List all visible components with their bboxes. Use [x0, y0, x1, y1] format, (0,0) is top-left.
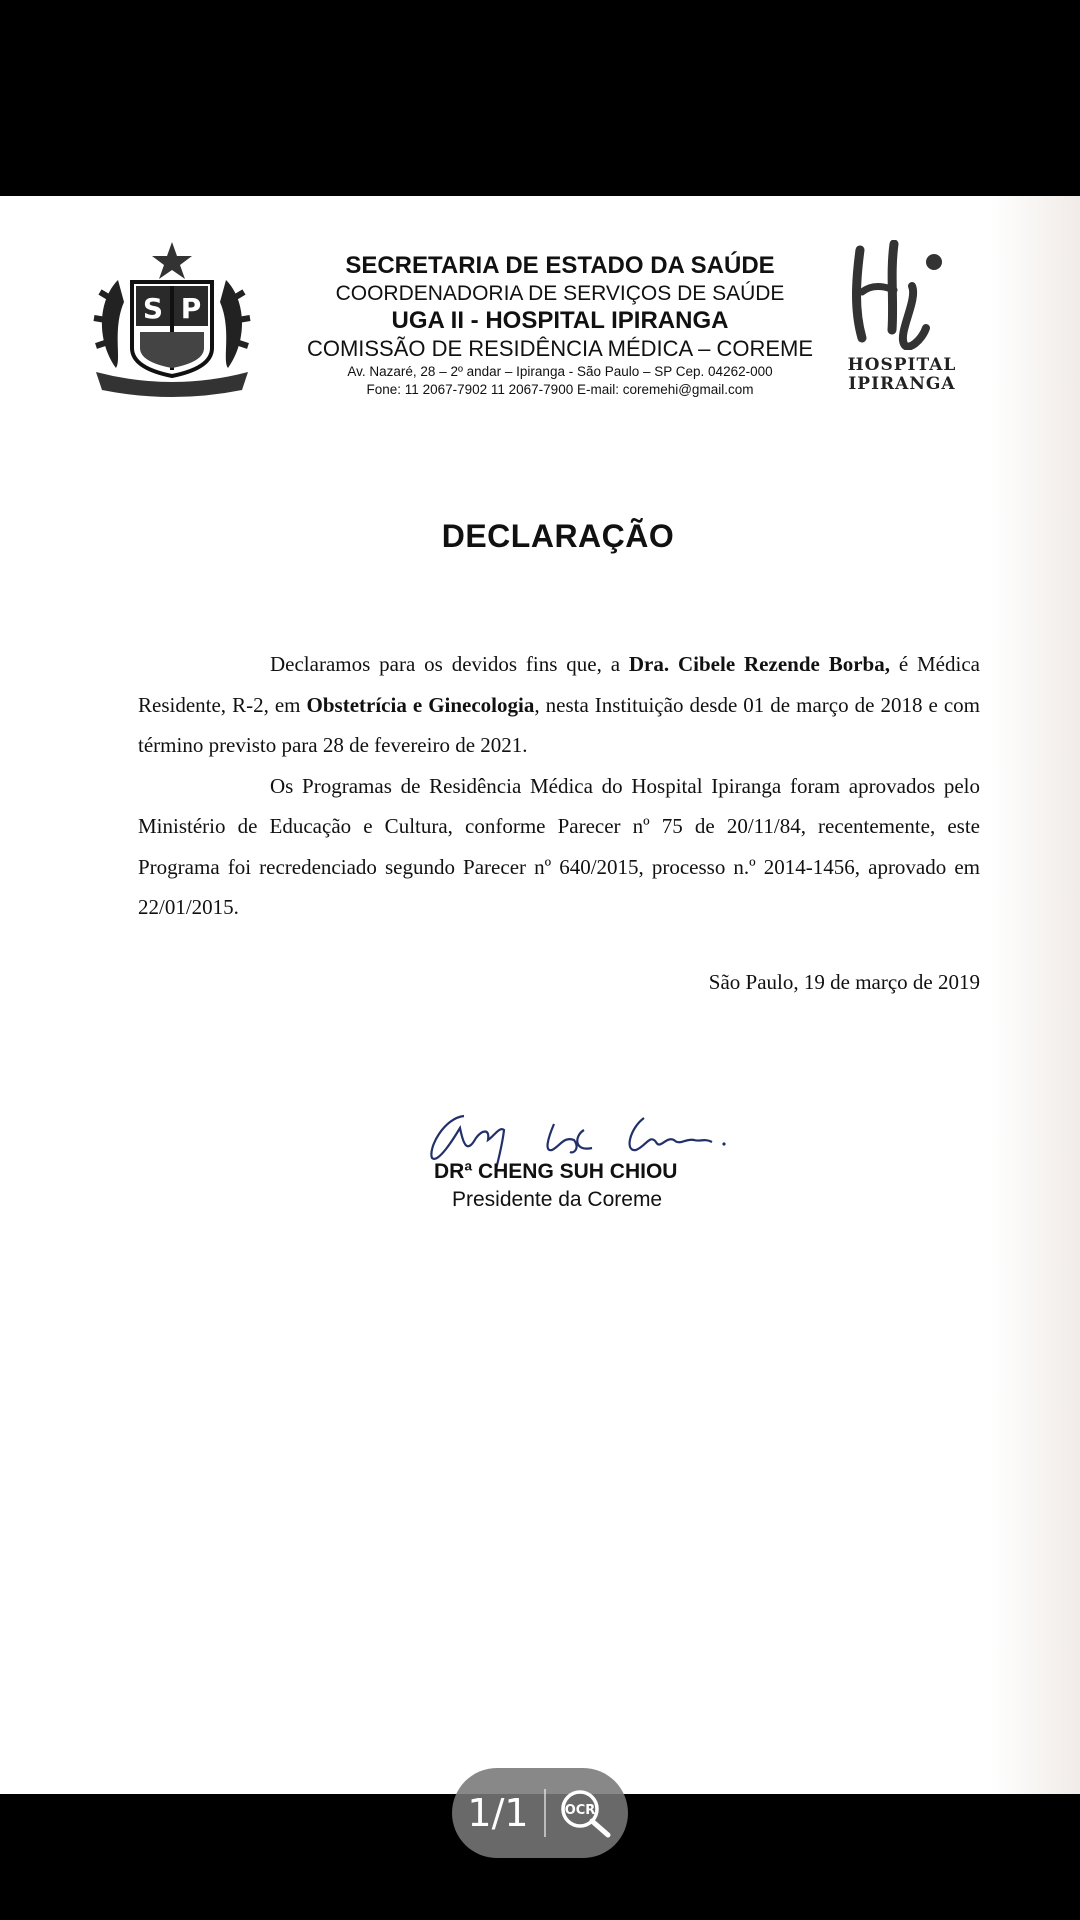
- letterhead-coordenadoria: COORDENADORIA DE SERVIÇOS DE SAÚDE: [335, 282, 785, 305]
- handwritten-signature: [424, 1108, 734, 1168]
- ocr-label: OCR: [564, 1803, 596, 1818]
- letterhead-address: Av. Nazaré, 28 – 2º andar – Ipiranga - São Paulo – SP Cep. 04262-000: [347, 364, 773, 379]
- declaration-paragraph-1: Declaramos para os devidos fins que, a Dra. Cibele Rezende Borba, é Médica Residente, R-2, em Obstetrícia e Ginecologia, nesta Instituição desde 01 de março de 2018 e com término previsto para 28 de fevereiro de 2021.: [138, 652, 980, 757]
- hospital-ipiranga-logo: [818, 240, 986, 410]
- letterhead-comissao: COMISSÃO DE RESIDÊNCIA MÉDICA – COREME: [306, 336, 814, 361]
- page-indicator-pill: [452, 1768, 628, 1858]
- hospital-logo-line1: HOSPITAL: [847, 355, 957, 375]
- hospital-hi-mark-icon: [838, 240, 958, 350]
- specialty: Obstetrícia e Ginecologia: [306, 692, 535, 717]
- letterhead-secretaria: SECRETARIA DE ESTADO DA SAÚDE: [345, 252, 775, 279]
- letterhead: [290, 252, 830, 399]
- ocr-button[interactable]: [546, 1768, 626, 1858]
- letterhead-hospital: UGA II - HOSPITAL IPIRANGA: [391, 307, 729, 334]
- declaration-paragraph-2: Os Programas de Residência Médica do Hospital Ipiranga foram aprovados pelo Ministério de Educação e Cultura, conforme Parecer nº 75 de 20/11/84, recentemente, este Programa foi recredenciado segundo Parecer nº 640/2015, processo n.º 2014-1456, aprovado em 22/01/2015.: [138, 773, 980, 919]
- resident-name: Dra. Cibele Rezende Borba,: [628, 652, 890, 676]
- sp-state-crest-logo: [88, 240, 256, 400]
- document-page: [0, 196, 1080, 1794]
- hospital-logo-line2: IPIRANGA: [848, 374, 956, 394]
- ocr-magnifier-icon: [556, 1787, 616, 1839]
- crest-letters: S: [142, 292, 164, 325]
- date-line: São Paulo, 19 de março de 2019: [708, 970, 980, 994]
- page-counter: 1/1: [467, 1791, 529, 1835]
- svg-text:P: P: [180, 292, 202, 325]
- document-title: DECLARAÇÃO: [441, 518, 675, 554]
- letterhead-contact: Fone: 11 2067-7902 11 2067-7900 E-mail: coremehi@gmail.com: [366, 382, 754, 397]
- declaration-body: [138, 644, 980, 928]
- signer-role: Presidente da Coreme: [452, 1188, 663, 1211]
- signer-name: DRª CHENG SUH CHIOU: [434, 1160, 678, 1183]
